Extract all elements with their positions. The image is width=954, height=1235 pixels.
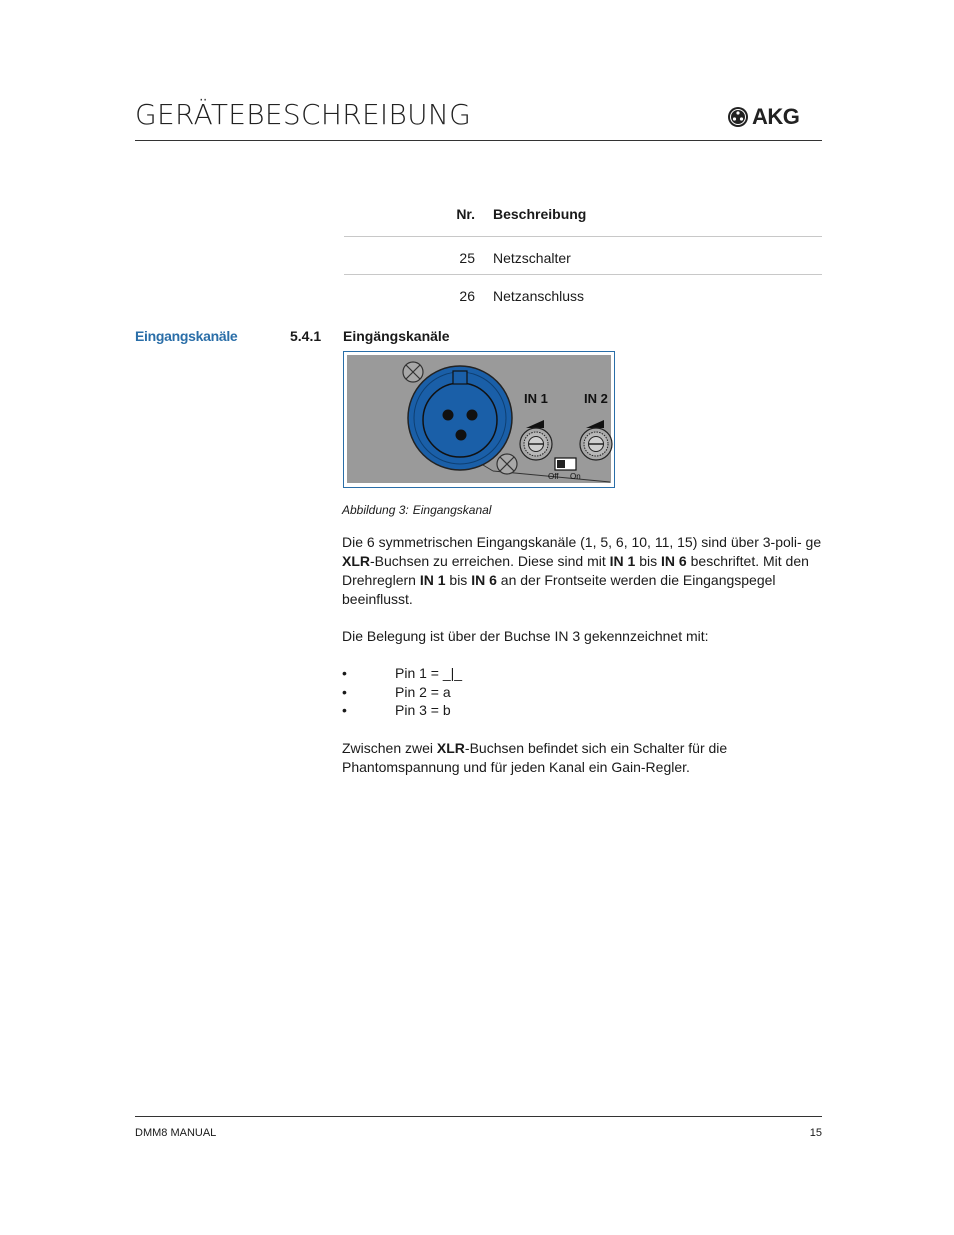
paragraph-1-text: an der Frontseite werden die Eingangspegel beeinflusst.: [342, 572, 776, 607]
paragraph-1-text: -Buchsen zu erreichen. Diese sind mit: [370, 553, 610, 569]
screw-icon: [497, 454, 517, 474]
table-row: [344, 275, 822, 312]
phantom-switch-icon: [555, 458, 576, 470]
paragraph-1-text: bis: [445, 572, 472, 588]
gain-knob-icon: [580, 428, 612, 460]
paragraph-1-bold: IN 1: [419, 572, 446, 588]
figure-caption-text: Eingangskanal: [412, 503, 492, 517]
paragraph-3-text: Zwischen zwei: [342, 740, 437, 756]
bullet-icon: •: [342, 702, 347, 718]
paragraph-2: Die Belegung ist über der Buchse IN 3 gekennzeichnet mit:: [342, 628, 709, 644]
paragraph-1-bold: IN 6: [661, 553, 687, 569]
xlr-socket-icon: [408, 366, 512, 470]
table-cell-desc: Netzschalter: [493, 250, 571, 266]
list-item-text: Pin 3 = b: [395, 702, 451, 718]
table-cell-desc: Netzanschluss: [493, 288, 585, 304]
section-number: 5.4.1: [290, 328, 322, 344]
footer-manual-title: DMM8 MANUAL: [135, 1127, 217, 1139]
table-row: [344, 237, 822, 275]
list-item-text: Pin 1 = _|_: [395, 665, 463, 681]
table-header-nr: Nr.: [456, 206, 475, 222]
paragraph-1-text: beschriftet. Mit den Drehreglern: [342, 553, 809, 588]
description-table: [344, 200, 822, 312]
side-label: Eingangskanäle: [135, 328, 238, 344]
switch-label-off: Off: [548, 472, 559, 481]
table-cell-nr: 26: [459, 288, 475, 304]
figure-caption: [342, 503, 495, 517]
switch-label-on: On: [570, 472, 581, 481]
label-in2: IN 2: [584, 391, 608, 406]
bullet-icon: •: [342, 683, 347, 700]
paragraph-1-bold: IN 6: [471, 572, 497, 588]
label-in1: IN 1: [524, 391, 548, 406]
paragraph-3-bold: XLR: [436, 740, 465, 756]
akg-logo-text: AKG: [752, 104, 800, 129]
input-channel-figure: [343, 351, 615, 488]
paragraph-1-text: bis: [635, 553, 662, 569]
footer-rule: [135, 1116, 822, 1117]
table-cell-nr: 25: [459, 250, 475, 266]
figure-caption-prefix: Abbildung 3:: [342, 503, 409, 517]
paragraph-3: [342, 739, 822, 777]
list-item-text: Pin 2 = a: [395, 683, 451, 700]
page-number: 15: [809, 1127, 822, 1139]
akg-emblem-icon: [727, 106, 749, 128]
akg-logo: [727, 105, 823, 129]
header-rule: [135, 140, 822, 141]
input-channel-illustration: [343, 351, 615, 488]
paragraph-1-bold: XLR: [342, 553, 370, 569]
section-title: Eingängskanäle: [343, 328, 450, 344]
bullet-icon: •: [342, 665, 347, 681]
paragraph-1-text: Die 6 symmetrischen Eingangskanäle (1, 5, 6, 10, 11, 15) sind über 3-poli- ge: [342, 534, 822, 550]
paragraph-1: [342, 533, 822, 609]
paragraph-1-bold: IN 1: [609, 553, 636, 569]
page-header-title: GERÄTEBESCHREIBUNG: [135, 98, 472, 131]
gain-knob-icon: [520, 428, 552, 460]
screw-icon: [403, 362, 423, 382]
table-header-row: [344, 200, 822, 237]
table-header-desc: Beschreibung: [493, 206, 587, 222]
paragraph-3-text: -Buchsen befindet sich ein Schalter für die Phantomspannung und für jeden Kanal ein Gain-Regler.: [342, 740, 728, 775]
